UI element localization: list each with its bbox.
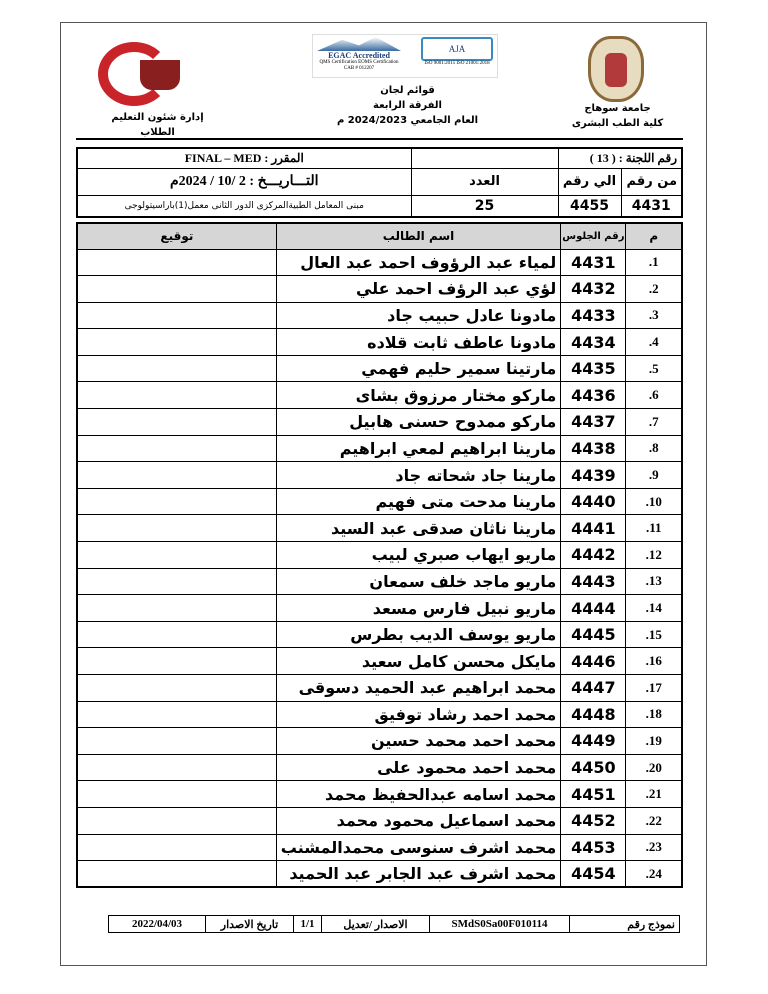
seat-number: 4440	[561, 488, 626, 515]
student-name: محمد اشرف سنوسى محمدالمشنب	[276, 834, 560, 861]
student-index: 2.	[626, 276, 682, 303]
col-index: م	[626, 223, 682, 249]
student-row	[77, 382, 682, 409]
student-name: لؤي عبد الرؤف احمد علي	[276, 276, 560, 303]
student-index: 18.	[626, 701, 682, 728]
student-name: مايكل محسن كامل سعيد	[276, 648, 560, 675]
student-index: 21.	[626, 781, 682, 808]
student-row	[77, 515, 682, 542]
seat-number: 4431	[561, 249, 626, 276]
signature-cell[interactable]	[77, 329, 276, 356]
signature-cell[interactable]	[77, 249, 276, 276]
signature-cell[interactable]	[77, 488, 276, 515]
course: المقرر : FINAL – MED	[77, 148, 411, 168]
signature-cell[interactable]	[77, 302, 276, 329]
student-index: 13.	[626, 568, 682, 595]
student-row	[77, 807, 682, 834]
student-name: مارينا ناثان صدقى عبد السيد	[276, 515, 560, 542]
student-name: محمد اسماعيل محمود محمد	[276, 807, 560, 834]
student-name: مادونا عاطف ثابت قلاده	[276, 329, 560, 356]
seat-number: 4446	[561, 648, 626, 675]
student-index: 12.	[626, 542, 682, 569]
faculty-line: كلية الطب البشرى	[571, 118, 664, 129]
student-index: 3.	[626, 302, 682, 329]
exam-date: التـــاريـــخ : 2 /10 / 2024م	[77, 168, 411, 195]
seat-number: 4450	[561, 754, 626, 781]
seat-number: 4439	[561, 462, 626, 489]
student-index: 20.	[626, 754, 682, 781]
seat-number: 4445	[561, 621, 626, 648]
student-row	[77, 302, 682, 329]
student-name: ماركو ممدوح حسنى هابيل	[276, 409, 560, 436]
col-name: اسم الطالب	[276, 223, 560, 249]
student-row	[77, 435, 682, 462]
seat-number: 4441	[561, 515, 626, 542]
student-row	[77, 648, 682, 675]
seat-number: 4447	[561, 675, 626, 702]
from-number: 4431	[621, 195, 682, 217]
seat-number: 4436	[561, 382, 626, 409]
student-name: محمد اسامه عبدالحفيظ محمد	[276, 781, 560, 808]
signature-cell[interactable]	[77, 462, 276, 489]
student-row	[77, 462, 682, 489]
student-index: 15.	[626, 621, 682, 648]
seat-number: 4444	[561, 595, 626, 622]
seat-number: 4451	[561, 781, 626, 808]
student-index: 17.	[626, 675, 682, 702]
student-row	[77, 675, 682, 702]
student-index: 11.	[626, 515, 682, 542]
student-index: 24.	[626, 861, 682, 888]
signature-cell[interactable]	[77, 807, 276, 834]
signature-cell[interactable]	[77, 754, 276, 781]
student-row	[77, 488, 682, 515]
student-index: 22.	[626, 807, 682, 834]
exam-location: مبنى المعامل الطبيةالمركزى الدور الثانى معمل(1)باراسيتولوجى	[77, 195, 411, 217]
student-index: 1.	[626, 249, 682, 276]
col-seat: رقم الجلوس	[561, 223, 626, 249]
egac-sub: QMS Certification EOMS Certification CAB # 012207	[319, 60, 399, 71]
student-index: 7.	[626, 409, 682, 436]
signature-cell[interactable]	[77, 861, 276, 888]
committee-number: رقم اللجنة : ( 13 )	[558, 148, 682, 168]
student-row	[77, 701, 682, 728]
student-name: محمد احمد محمد حسين	[276, 728, 560, 755]
form-number: SMdS0Sa00F010114	[430, 916, 570, 933]
issue-date: 2022/04/03	[109, 916, 206, 933]
student-index: 19.	[626, 728, 682, 755]
seat-number: 4449	[561, 728, 626, 755]
certification-logos	[312, 34, 498, 78]
student-index: 10.	[626, 488, 682, 515]
student-name: محمد احمد رشاد توفيق	[276, 701, 560, 728]
student-row	[77, 728, 682, 755]
egac-logo	[317, 37, 401, 72]
signature-cell[interactable]	[77, 621, 276, 648]
student-name: محمد اشرف عبد الجابر عبد الحميد	[276, 861, 560, 888]
signature-cell[interactable]	[77, 701, 276, 728]
seat-number: 4443	[561, 568, 626, 595]
student-row	[77, 276, 682, 303]
university-name	[570, 101, 665, 131]
student-row	[77, 781, 682, 808]
seat-number: 4432	[561, 276, 626, 303]
signature-cell[interactable]	[77, 648, 276, 675]
student-count: 25	[411, 195, 558, 217]
to-label: الي رقم	[558, 168, 621, 195]
seat-number: 4434	[561, 329, 626, 356]
empty-cell	[411, 148, 558, 168]
table-header-row	[77, 223, 682, 249]
aja-text: AJA	[421, 37, 493, 61]
seat-number: 4442	[561, 542, 626, 569]
student-row	[77, 409, 682, 436]
seat-number: 4437	[561, 409, 626, 436]
student-index: 6.	[626, 382, 682, 409]
version: 1/1	[294, 916, 322, 933]
count-label: العدد	[411, 168, 558, 195]
title-line: قوائم لجان	[380, 85, 435, 96]
student-name: مادونا عادل حبيب جاد	[276, 302, 560, 329]
seat-number: 4435	[561, 355, 626, 382]
student-name: مارينا مدحت متى فهيم	[276, 488, 560, 515]
student-index: 8.	[626, 435, 682, 462]
signature-cell[interactable]	[77, 728, 276, 755]
signature-cell[interactable]	[77, 409, 276, 436]
student-name: ماريو يوسف الديب بطرس	[276, 621, 560, 648]
signature-cell[interactable]	[77, 276, 276, 303]
student-name: مارتينا سمير حليم فهمي	[276, 355, 560, 382]
signature-cell[interactable]	[77, 568, 276, 595]
seat-number: 4448	[561, 701, 626, 728]
sohag-university-seal-logo	[588, 36, 644, 102]
student-list-table	[76, 222, 683, 888]
department-name: إدارة شئون التعليم الطلاب	[111, 112, 204, 138]
year-level: الفرقة الرابعة	[373, 100, 442, 111]
student-name: محمد احمد محمود على	[276, 754, 560, 781]
student-index: 23.	[626, 834, 682, 861]
signature-cell[interactable]	[77, 435, 276, 462]
signature-cell[interactable]	[77, 382, 276, 409]
seat-number: 4454	[561, 861, 626, 888]
col-signature: توقيع	[77, 223, 276, 249]
version-label: الاصدار /تعديل	[322, 916, 430, 933]
mortar-icon	[140, 60, 180, 90]
student-name: مارينا ابراهيم لمعي ابراهيم	[276, 435, 560, 462]
student-row	[77, 754, 682, 781]
student-row	[77, 861, 682, 888]
student-index: 14.	[626, 595, 682, 622]
signature-cell[interactable]	[77, 834, 276, 861]
student-index: 4.	[626, 329, 682, 356]
seat-number: 4453	[561, 834, 626, 861]
student-name: ماريو ماجد خلف سمعان	[276, 568, 560, 595]
student-name: ماريو ايهاب صبري لبيب	[276, 542, 560, 569]
student-index: 16.	[626, 648, 682, 675]
issue-date-label: تاريخ الاصدار	[206, 916, 294, 933]
aja-logo	[421, 37, 493, 67]
student-name: محمد ابراهيم عبد الحميد دسوقى	[276, 675, 560, 702]
signature-cell[interactable]	[77, 355, 276, 382]
student-name: ماريو نبيل فارس مسعد	[276, 595, 560, 622]
aja-sub: ISO 9001:2015 ISO 21001:2018	[424, 61, 490, 66]
student-row	[77, 249, 682, 276]
form-number-label: نموذج رقم	[570, 916, 680, 933]
egac-text: EGAC Accredited	[328, 51, 390, 60]
student-index: 9.	[626, 462, 682, 489]
student-row	[77, 329, 682, 356]
student-row	[77, 834, 682, 861]
student-index: 5.	[626, 355, 682, 382]
signature-cell[interactable]	[77, 542, 276, 569]
student-row	[77, 595, 682, 622]
from-label: من رقم	[621, 168, 682, 195]
signature-cell[interactable]	[77, 781, 276, 808]
document-title	[320, 83, 495, 128]
to-number: 4455	[558, 195, 621, 217]
signature-cell[interactable]	[77, 595, 276, 622]
student-row	[77, 568, 682, 595]
seat-number: 4433	[561, 302, 626, 329]
student-name: مارينا جاد شحاته جاد	[276, 462, 560, 489]
header-divider	[76, 138, 683, 140]
academic-year: العام الجامعي 2024/2023 م	[336, 115, 479, 126]
student-name: لمياء عبد الرؤوف احمد عبد العال	[276, 249, 560, 276]
signature-cell[interactable]	[77, 515, 276, 542]
seat-number: 4452	[561, 807, 626, 834]
student-row	[77, 355, 682, 382]
form-footer-table	[108, 915, 680, 933]
university-line: جامعة سوهاج	[584, 103, 651, 114]
student-name: ماركو مختار مرزوق بشاى	[276, 382, 560, 409]
student-row	[77, 621, 682, 648]
seat-number: 4438	[561, 435, 626, 462]
signature-cell[interactable]	[77, 675, 276, 702]
student-row	[77, 542, 682, 569]
committee-info-table	[76, 147, 683, 218]
